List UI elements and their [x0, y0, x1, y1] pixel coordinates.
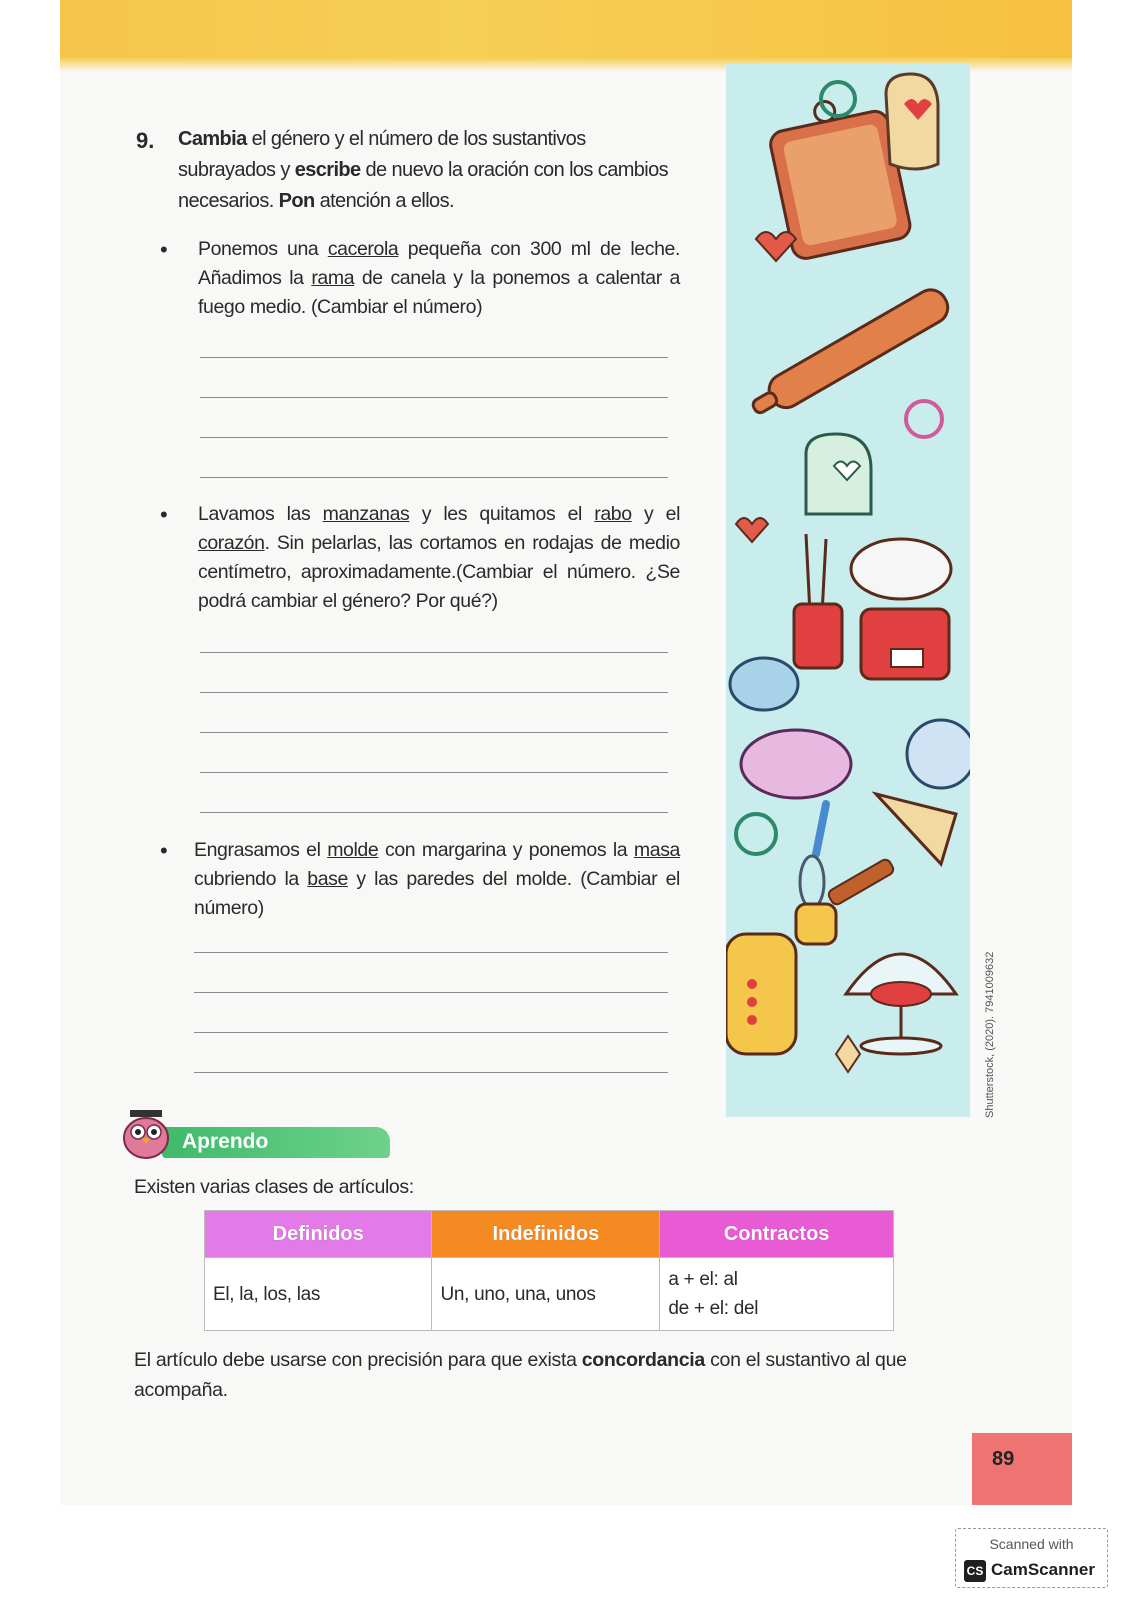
- underlined-noun: rabo: [594, 503, 632, 525]
- answer-line[interactable]: [200, 397, 668, 398]
- aprendo-intro: Existen varias clases de artículos:: [134, 1176, 414, 1198]
- watermark-caption: Scanned with: [989, 1536, 1074, 1552]
- header-indefinidos: Indefinidos: [432, 1211, 660, 1258]
- heart-icon: [756, 232, 796, 261]
- cell-definidos: El, la, los, las: [205, 1258, 432, 1331]
- answer-line[interactable]: [200, 357, 668, 358]
- articles-table: [204, 1210, 894, 1331]
- bullet: •: [160, 502, 168, 527]
- watermark-brand: CamScanner: [991, 1560, 1095, 1579]
- camscanner-logo-icon: CS: [964, 1560, 986, 1582]
- underlined-noun: base: [307, 868, 348, 890]
- page-number: 89: [992, 1448, 1015, 1470]
- answer-line[interactable]: [194, 952, 668, 953]
- aprendo-conclusion: El artículo debe usarse con precisión para que exista concordancia con el sustantivo al que acompaña.: [134, 1349, 907, 1401]
- contraction-al: a + el: al: [668, 1269, 738, 1290]
- cell-contractos: [660, 1258, 894, 1331]
- bowl-icon: [730, 658, 798, 710]
- answer-line[interactable]: [200, 477, 668, 478]
- item-text: Lavamos las manzanas y les quitamos el rabo y el corazón. Sin pelarlas, las cortamos en rodajas de medio centímetro, aproximadamente.(Cambiar el número. ¿Se podrá cambiar el género? Por qué?): [198, 503, 681, 612]
- answer-line[interactable]: [194, 1072, 668, 1073]
- exercise-item-3: [160, 836, 680, 923]
- aprendo-title: Aprendo: [182, 1130, 269, 1153]
- bullet: •: [160, 838, 168, 863]
- table-row: [205, 1258, 894, 1331]
- answer-line[interactable]: [200, 692, 668, 693]
- underlined-noun: molde: [327, 839, 379, 861]
- answer-line[interactable]: [200, 652, 668, 653]
- exercise-number: 9.: [136, 128, 155, 153]
- hand-mixer-icon: [726, 904, 836, 1054]
- camscanner-watermark: [955, 1528, 1108, 1588]
- owl-icon: [118, 1106, 178, 1167]
- oven-mitt-icon: [886, 74, 938, 169]
- exercise-instruction: Cambia el género y el número de los sustantivos subrayados y escribe de nuevo la oración con los cambios necesarios. Pon atención a ellos.: [178, 128, 669, 212]
- item-text: Ponemos una cacerola pequeña con 300 ml de leche. Añadimos la rama de canela y la ponemos a calentar a fuego medio. (Cambiar el número): [198, 238, 680, 318]
- cookie-cutter-icon: [821, 82, 855, 116]
- image-credit: Shutterstock, (2020). 7941009632: [984, 951, 996, 1118]
- page-number-tab: [972, 1433, 1072, 1505]
- contraction-del: de + el: del: [668, 1298, 759, 1319]
- bowl-icon: [741, 730, 851, 798]
- header-definidos: Definidos: [205, 1211, 432, 1258]
- kitchen-illustration: [726, 64, 970, 1117]
- answer-line[interactable]: [194, 1032, 668, 1033]
- heart-icon: [736, 518, 768, 542]
- underlined-noun: corazón: [198, 532, 265, 554]
- piping-bag-icon: [876, 794, 956, 864]
- underlined-noun: masa: [633, 839, 680, 861]
- exercise-item-1: [160, 235, 680, 322]
- answer-line[interactable]: [200, 732, 668, 733]
- colander-icon: [907, 720, 970, 788]
- vanilla-flower-icon: [836, 1036, 860, 1072]
- table-header-row: [205, 1211, 894, 1258]
- top-color-band: [60, 0, 1072, 62]
- cell-indefinidos: Un, uno, una, unos: [432, 1258, 660, 1331]
- item-text: Engrasamos el molde con margarina y ponemos la masa cubriendo la base y las paredes del molde. (Cambiar el número): [194, 839, 680, 919]
- whisk-icon: [800, 804, 826, 908]
- answer-line[interactable]: [200, 437, 668, 438]
- answer-line[interactable]: [200, 812, 668, 813]
- cake-stand-icon: [846, 954, 956, 1054]
- answer-line[interactable]: [194, 992, 668, 993]
- underlined-noun: rama: [311, 267, 355, 289]
- cinnamon-icon: [827, 858, 896, 907]
- cookie-cutter-icon: [906, 401, 942, 437]
- underlined-noun: manzanas: [322, 503, 410, 525]
- header-contractos: Contractos: [660, 1211, 894, 1258]
- bullet: •: [160, 237, 168, 262]
- utensil-cup-icon: [794, 534, 842, 668]
- answer-line[interactable]: [200, 772, 668, 773]
- cookie-cutter-icon: [736, 814, 776, 854]
- kitchen-scale-icon: [851, 539, 951, 679]
- underlined-noun: cacerola: [327, 238, 399, 260]
- exercise-item-2: [160, 500, 680, 616]
- oven-mitt-icon: [806, 434, 871, 514]
